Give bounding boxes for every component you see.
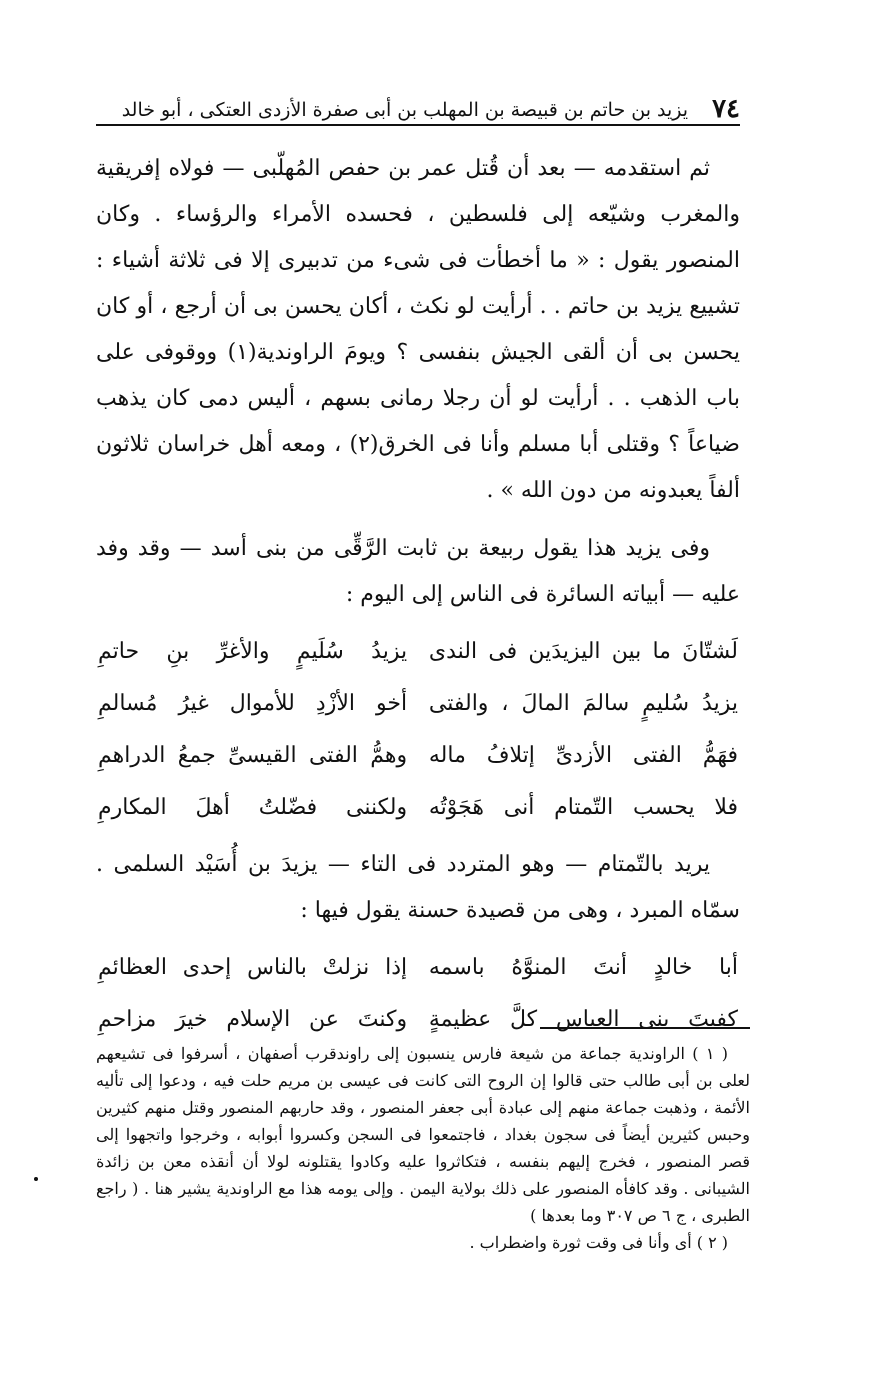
footnote-rule [540, 1027, 750, 1029]
page-header [96, 82, 740, 122]
page-number: ٧٤ [712, 94, 740, 124]
hemistich-first: لَشتّانَ ما بين اليزيدَين فى الندى [428, 639, 738, 664]
hemistich-first: كفيتَ بنى العباس كلَّ عظيمةٍ [428, 1007, 738, 1032]
footnote: ( ١ ) الراوندية جماعة من شيعة فارس ينسبون إلى راوندقرب أصفهان ، أسرفوا فى تشيعهم لعلى بن أبى طالب حتى قالوا إن الروح التى كانت فى عيسى بن مريم حلت فيه ، ودعوا إلى تأليه الأئمة ، وذهبت جماعة منهم إلى عبادة أبى جعفر المنصور ، وقد حاربهم المنصور وقتل منهم كثيرين وحبس كثيرين أيضاً فى سجون بغداد ، فاجتمعوا فى السجن وكسروا أبوابه ، وخرجوا واتجهوا إلى قصر المنصور ، فخرج إليهم بنفسه ، فتكاثروا عليه وكادوا يقتلونه لولا أن أنقذه معن بن زائدة الشيبانى . وقد كافأه المنصور على ذلك بولاية اليمن . وإلى يومه هذا مع الراوندية يشير هنا . ( راجع الطبرى ، ج ٦ ص ٣٠٧ وما بعدها ) [96, 1044, 750, 1225]
verse-line [96, 730, 740, 782]
poem [96, 942, 740, 1046]
footnote: ( ٢ ) أى وأنا فى وقت ثورة واضطراب . [469, 1233, 728, 1252]
main-text [96, 146, 740, 1054]
running-title: يزيد بن حاتم بن قبيصة بن المهلب بن أبى صفرة الأزدى العتكى ، أبو خالد [121, 99, 689, 121]
verse-line [96, 782, 740, 834]
verse-line [96, 678, 740, 730]
header-rule [96, 124, 740, 126]
paragraph: يريد بالتّمتام — وهو المتردد فى التاء — يزيدَ بن أُسَيْد السلمى . سمّاه المبرد ، وهى من قصيدة حسنة يقول فيها : [96, 852, 740, 923]
verse-line [96, 942, 740, 994]
verse-line [96, 626, 740, 678]
hemistich-second: يزيدُ سُلَيمٍ والأغرِّ بنِ حاتمِ [98, 639, 408, 664]
hemistich-second: ولكننى فضّلتُ أهلَ المكارمِ [98, 795, 408, 820]
hemistich-first: فلا يحسب التّمتام أنى هَجَوْتُه [428, 795, 738, 820]
hemistich-second: إذا نزلتْ بالناس إحدى العظائمِ [98, 955, 408, 980]
paragraph: ثم استقدمه — بعد أن قُتل عمر بن حفص المُهلّبى — فولاه إفريقية والمغرب وشيّعه إلى فلسطين ، فحسده الأمراء والرؤساء . وكان المنصور يقول : « ما أخطأت فى شىء من تدبيرى إلا فى ثلاثة أشياء : تشييع يزيد بن حاتم . . أرأيت لو نكث ، أكان يحسن بى أن أرجع ، أو كان يحسن بى أن ألقى الجيش بنفسى ؟ ويومَ الراوندية(١) ووقوفى على باب الذهب . . أرأيت لو أن رجلا رمانى بسهم ، أليس دمى كان يذهب ضياعاً ؟ وقتلى أبا مسلم وأنا فى الخرق(٢) ، ومعه أهل خراسان ثلاثون ألفاً يعبدونه من دون الله » . [96, 156, 740, 503]
poem [96, 626, 740, 834]
hemistich-first: أبا خالدٍ أنتَ المنوَّهُ باسمه [428, 955, 738, 980]
hemistich-first: فهَمُّ الفتى الأزدىِّ إتلافُ ماله [428, 743, 738, 768]
hemistich-first: يزيدُ سُليمٍ سالمَ المالَ ، والفتى [428, 691, 738, 716]
paragraph: وفى يزيد هذا يقول ربيعة بن ثابت الرَّقِّى من بنى أسد — وقد وفد عليه — أبياته السائرة فى الناس إلى اليوم : [96, 536, 740, 607]
hemistich-second: وكنتَ عن الإسلام خيرَ مزاحمِ [98, 1007, 408, 1032]
hemistich-second: وهمُّ الفتى القيسىِّ جمعُ الدراهمِ [98, 743, 408, 768]
hemistich-second: أخو الأزْدِ للأموال غيرُ مُسالمِ [98, 691, 408, 716]
footnotes [96, 1040, 750, 1256]
verse-line [96, 994, 740, 1046]
paragraph-gap [96, 514, 740, 526]
margin-dot [34, 1177, 38, 1181]
